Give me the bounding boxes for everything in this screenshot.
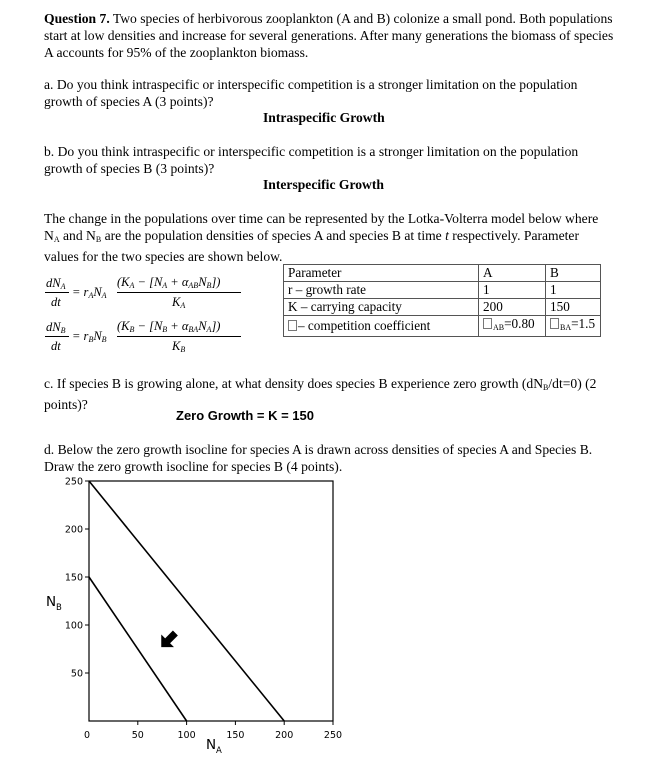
x-tick-label: 100	[177, 730, 196, 741]
eq-b-rhs: = $r_BN_B$	[72, 329, 107, 344]
question-intro-text: Two species of herbivorous zooplankton (A and B) colonize a small pond. Both populations start at low densities and increase for several generations. After many generations the biomass of species A accounts for 95% of the zooplankton biomass.	[44, 11, 614, 60]
y-tick-label: 100	[64, 620, 83, 632]
y-tick-label: 50	[70, 668, 83, 680]
param-b-value: $_{BA}$=1.5	[546, 316, 601, 337]
header-b: B	[546, 265, 601, 282]
x-axis-label: N	[206, 737, 217, 753]
isocline-line-1	[89, 481, 284, 721]
lv-text-2: and N	[59, 228, 96, 243]
y-axis-label-sub: B	[56, 603, 62, 613]
lotka-volterra-paragraph	[44, 210, 614, 265]
y-tick-label: 250	[64, 476, 83, 488]
table-row	[284, 282, 601, 299]
lv-t: t	[445, 228, 449, 243]
param-name: K – carrying capacity	[284, 299, 479, 316]
table-header-row	[284, 265, 601, 282]
missing-glyph-box	[288, 320, 297, 331]
missing-glyph-box	[483, 318, 492, 329]
eq-a-lhs-den: dt	[51, 295, 61, 309]
parameter-table	[283, 264, 601, 337]
eq-b-lhs-bar	[45, 336, 69, 337]
direction-arrow-icon	[155, 627, 182, 654]
part-c-answer: Zero Growth = K = 150	[176, 408, 314, 423]
param-a-value: 200	[479, 299, 546, 316]
table-row	[284, 299, 601, 316]
missing-glyph-box	[550, 318, 559, 329]
y-tick-label: 150	[64, 572, 83, 584]
eq-a-rhs-bar	[117, 292, 241, 293]
x-axis-label-sub: A	[216, 746, 222, 756]
lv-text-4: respectively. Parameter values for the two species are shown below.	[44, 228, 579, 264]
eq-a-rhs: = $r_AN_A$	[72, 285, 107, 300]
x-tick-label: 200	[275, 730, 294, 741]
eq-a-lhs-num: $dN_A$	[46, 276, 66, 291]
lv-text-3: are the population densities of species A and species B at time	[101, 228, 446, 243]
x-tick-label: 150	[226, 730, 245, 741]
plot-frame	[89, 481, 333, 721]
y-axis-label: N	[46, 594, 57, 610]
eq-b-denominator: $K_B$	[172, 339, 186, 354]
x-tick-label: 50	[131, 730, 144, 741]
question-label: Question 7.	[44, 11, 110, 26]
lv-sub-a: A	[53, 235, 60, 244]
part-d-question: d. Below the zero growth isocline for species A is drawn across densities of species A and Species B. Draw the zero growth isocline for species B (4 points).	[44, 442, 593, 474]
param-name: – competition coefficient	[284, 316, 479, 337]
y-tick-label: 200	[64, 524, 83, 536]
eq-a-denominator: $K_A$	[172, 295, 186, 310]
eq-a-lhs-bar	[45, 292, 69, 293]
x-tick-label: 250	[323, 730, 343, 741]
part-a-answer: Intraspecific Growth	[263, 110, 385, 125]
part-c-question: c. If species B is growing alone, at what density does species B experience zero growth $(dN_B/dt=0)$ (2 points)?	[44, 376, 597, 412]
question-intro	[44, 10, 614, 61]
isocline-line-2	[89, 577, 187, 721]
param-a-value: $_{AB}$=0.80	[479, 316, 546, 337]
part-b-question: b. Do you think intraspecific or interspecific competition is a stronger limitation on the population growth of species B (3 points)?	[44, 144, 579, 176]
eq-b-numerator: $(K_B - [N_B + \alpha_{BA}N_A])$	[117, 319, 221, 334]
param-b-value: 1	[546, 282, 601, 299]
table-row	[284, 316, 601, 337]
x-tick-label: 0	[83, 730, 91, 741]
arrow-shape	[155, 627, 182, 654]
eq-a-numerator: $(K_A - [N_A + \alpha_{AB}N_B])$	[117, 275, 221, 290]
lv-text-1: The change in the populations over time can be represented by the Lotka-Volterra model below where N	[44, 211, 599, 243]
lv-sub-b: B	[95, 235, 102, 244]
eq-b-lhs-den: dt	[51, 339, 61, 353]
header-a: A	[479, 265, 546, 282]
part-a-question: a. Do you think intraspecific or interspecific competition is a stronger limitation on the population growth of species A (3 points)?	[44, 77, 578, 109]
part-b-answer: Interspecific Growth	[263, 177, 384, 192]
param-name: r – growth rate	[284, 282, 479, 299]
param-a-value: 1	[479, 282, 546, 299]
header-parameter: Parameter	[284, 265, 479, 282]
eq-b-rhs-bar	[117, 336, 241, 337]
eq-b-lhs-num: $dN_B$	[46, 320, 66, 335]
param-b-value: 150	[546, 299, 601, 316]
